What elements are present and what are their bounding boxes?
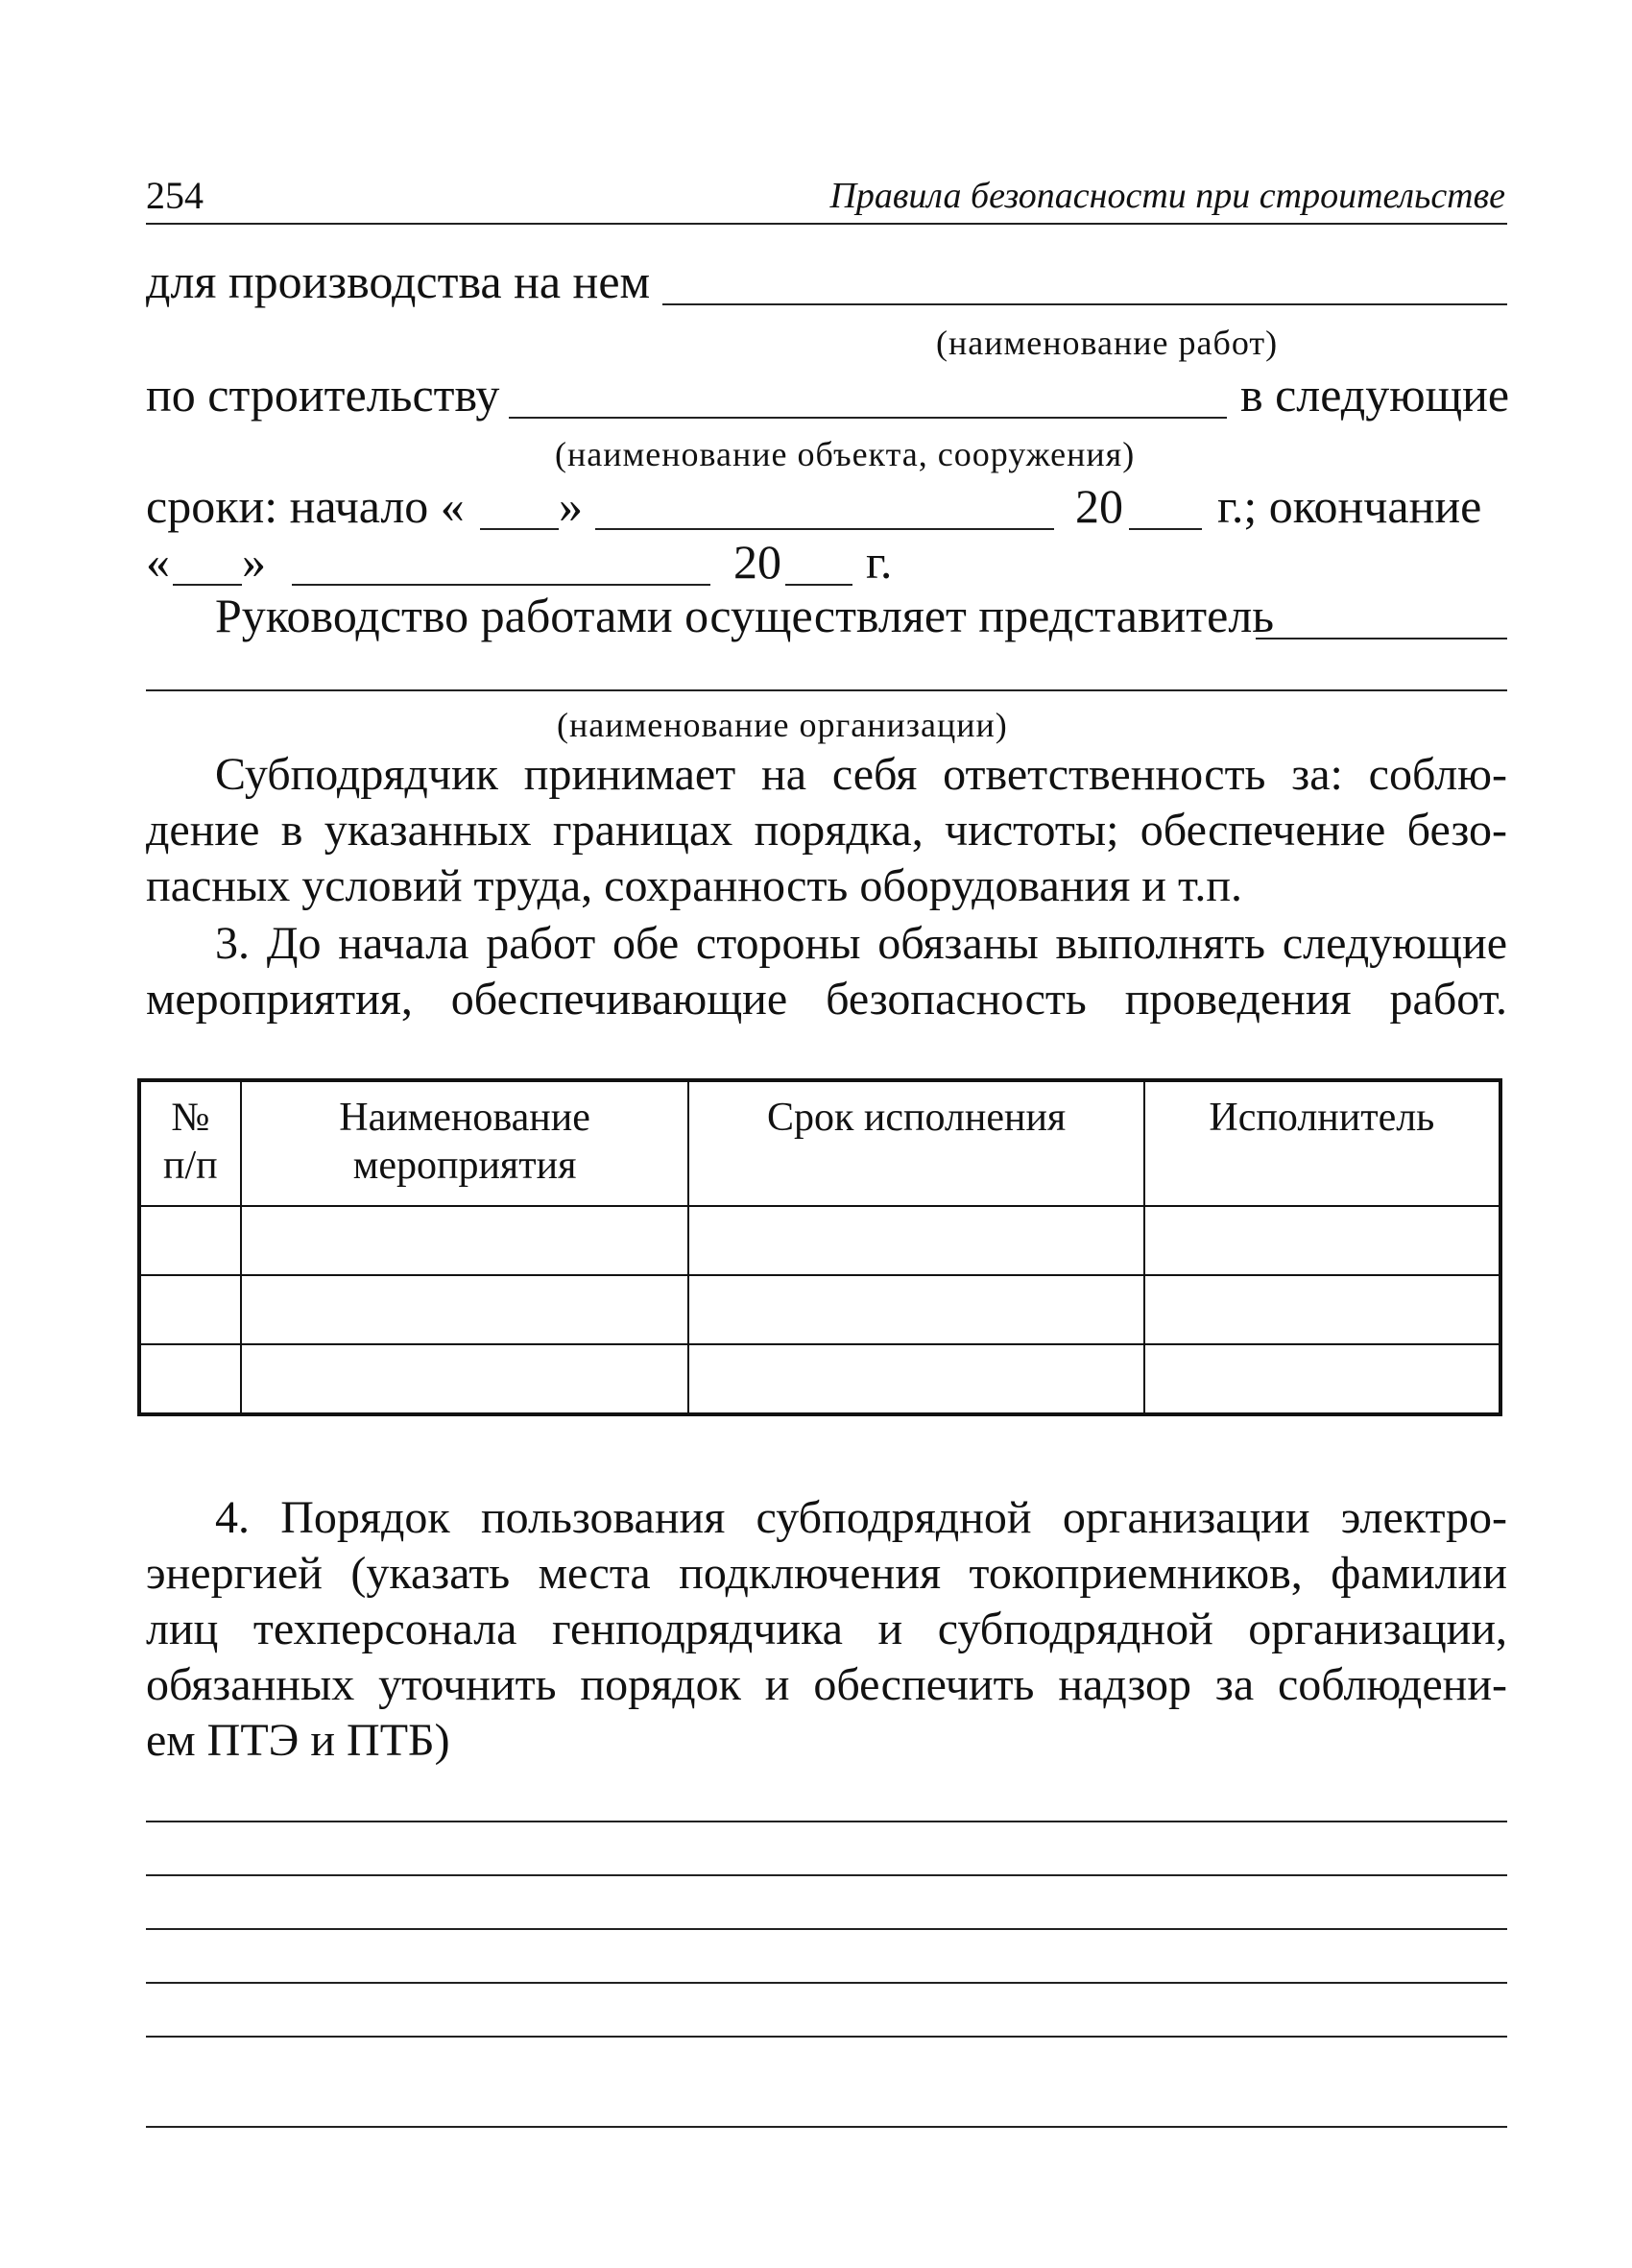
header-line: Срок исполнения bbox=[766, 1096, 1067, 1140]
organization-caption: (наименование организации) bbox=[557, 706, 1008, 744]
table-cell[interactable] bbox=[139, 1206, 241, 1275]
manager-blank-1[interactable] bbox=[1256, 638, 1507, 639]
construction-label: по строительству bbox=[146, 368, 500, 422]
table-cell[interactable] bbox=[688, 1344, 1143, 1414]
start-year-blank[interactable] bbox=[1129, 528, 1202, 530]
table-cell[interactable] bbox=[241, 1344, 689, 1414]
start-quote-close: » bbox=[559, 479, 583, 533]
fill-in-line[interactable] bbox=[146, 1874, 1507, 1876]
table-row bbox=[139, 1206, 1500, 1275]
table-header-row bbox=[139, 1080, 1500, 1206]
construction-suffix: в следующие bbox=[1240, 368, 1510, 422]
end-year-prefix: 20 bbox=[733, 535, 781, 589]
manager-label: Руководство работами осуществляет представитель bbox=[215, 589, 1275, 642]
start-year-prefix: 20 bbox=[1075, 479, 1123, 533]
start-day-blank[interactable] bbox=[480, 528, 559, 530]
table-row bbox=[139, 1275, 1500, 1344]
header-rule bbox=[146, 223, 1507, 225]
end-year-blank[interactable] bbox=[785, 584, 852, 586]
end-quote-open: « bbox=[146, 535, 170, 589]
table-cell[interactable] bbox=[688, 1275, 1143, 1344]
header-line: Исполнитель bbox=[1209, 1096, 1435, 1140]
table-cell[interactable] bbox=[1144, 1275, 1500, 1344]
paragraph-line: обязанных уточнить порядок и обеспечить надзор за соблюдени- bbox=[146, 1659, 1507, 1710]
fill-in-line[interactable] bbox=[146, 2126, 1507, 2128]
works-blank[interactable] bbox=[662, 303, 1507, 305]
measures-table bbox=[137, 1078, 1502, 1416]
header-line: № bbox=[171, 1096, 210, 1140]
running-title: Правила безопасности при строительстве bbox=[829, 176, 1505, 216]
measures-paragraph bbox=[146, 916, 1507, 1027]
paragraph-line: 3. До начала работ обе стороны обязаны выполнять следующие bbox=[215, 918, 1507, 969]
paragraph-line: дение в указанных границах порядка, чистоты; обеспечение безо- bbox=[146, 805, 1507, 856]
paragraph-line: лиц техперсонала генподрядчика и субподрядной организации, bbox=[146, 1604, 1507, 1654]
end-day-blank[interactable] bbox=[173, 584, 242, 586]
paragraph-line: энергией (указать места подключения токоприемников, фамилии bbox=[146, 1548, 1507, 1599]
table-cell[interactable] bbox=[241, 1275, 689, 1344]
header-line: п/п bbox=[163, 1144, 218, 1188]
start-month-blank[interactable] bbox=[595, 528, 1054, 530]
column-header-number bbox=[139, 1080, 241, 1206]
paragraph-line: пасных условий труда, сохранность оборудования и т.п. bbox=[146, 860, 1243, 911]
paragraph-line: мероприятия, обеспечивающие безопасность проведения работ. bbox=[146, 974, 1507, 1025]
object-caption: (наименование объекта, сооружения) bbox=[555, 435, 1136, 473]
table-row bbox=[139, 1344, 1500, 1414]
fill-in-line[interactable] bbox=[146, 1821, 1507, 1822]
object-blank[interactable] bbox=[509, 417, 1227, 419]
table-cell[interactable] bbox=[688, 1206, 1143, 1275]
works-caption: (наименование работ) bbox=[936, 324, 1279, 362]
paragraph-line: ем ПТЭ и ПТБ) bbox=[146, 1715, 450, 1766]
end-quote-close: » bbox=[242, 535, 266, 589]
works-label: для производства на нем bbox=[146, 254, 651, 308]
header-line: Наименование bbox=[339, 1096, 590, 1140]
column-header-deadline bbox=[688, 1080, 1143, 1206]
table-cell[interactable] bbox=[241, 1206, 689, 1275]
end-year-suffix: г. bbox=[866, 535, 893, 589]
fill-in-line[interactable] bbox=[146, 1928, 1507, 1930]
table-cell[interactable] bbox=[1144, 1344, 1500, 1414]
end-month-blank[interactable] bbox=[292, 584, 710, 586]
fill-in-line[interactable] bbox=[146, 1982, 1507, 1984]
start-label: сроки: начало « bbox=[146, 479, 465, 533]
paragraph-line: 4. Порядок пользования субподрядной организации электро- bbox=[215, 1492, 1507, 1543]
fill-in-line[interactable] bbox=[146, 2036, 1507, 2038]
responsibility-paragraph bbox=[146, 747, 1507, 914]
table-cell[interactable] bbox=[139, 1275, 241, 1344]
column-header-executor bbox=[1144, 1080, 1500, 1206]
end-label: г.; окончание bbox=[1217, 479, 1482, 533]
table-cell[interactable] bbox=[139, 1344, 241, 1414]
electricity-paragraph bbox=[146, 1490, 1507, 1769]
table-cell[interactable] bbox=[1144, 1206, 1500, 1275]
paragraph-line: Субподрядчик принимает на себя ответственность за: соблю- bbox=[215, 749, 1507, 800]
page-number: 254 bbox=[146, 174, 204, 217]
header-line: мероприятия bbox=[352, 1144, 577, 1188]
manager-blank-2[interactable] bbox=[146, 689, 1507, 691]
column-header-measure bbox=[241, 1080, 689, 1206]
